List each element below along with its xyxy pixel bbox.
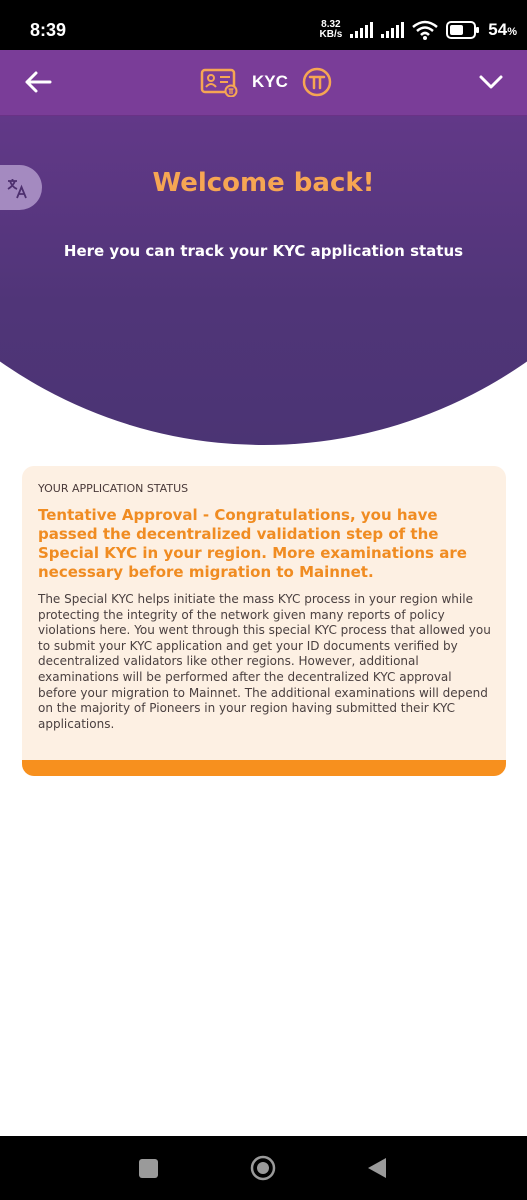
welcome-heading: Welcome back! (152, 168, 375, 198)
wifi-icon (412, 20, 438, 40)
signal-icon (350, 22, 373, 38)
status-time: 8:39 (30, 20, 67, 40)
status-label: YOUR APPLICATION STATUS (38, 482, 189, 495)
id-card-icon (200, 67, 238, 97)
arrow-left-icon[interactable] (22, 66, 54, 98)
square-icon[interactable] (139, 1159, 158, 1178)
battery-percentage: 54% (488, 20, 517, 39)
network-speed (320, 20, 343, 40)
hero-subtitle: Here you can track your KYC application status (63, 242, 464, 260)
navigation-bar (0, 1136, 527, 1200)
header-center (200, 62, 332, 102)
status-title: Tentative Approval - Congratulations, you have passed the decentralized validation step of the Special KYC in your region. More examinations are necessary before migration to Mainnet. (38, 506, 467, 581)
status-card-bar (22, 760, 506, 776)
status-indicators (320, 18, 518, 42)
battery-icon (446, 21, 480, 39)
network-speed-unit: KB/s (319, 29, 343, 40)
circle-home-icon[interactable] (250, 1155, 276, 1181)
triangle-back-icon[interactable] (366, 1156, 388, 1180)
app-header (0, 50, 527, 116)
signal-icon (381, 22, 404, 38)
header-title: KYC (252, 72, 288, 91)
status-description: The Special KYC helps initiate the mass KYC process in your region while protecting the integrity of the network given many reports of policy violations here. You went through this special KYC process that allowed you to submit your KYC application and get your ID documents verified by decentralized validators like other regions. However, additional examinations will be performed after the decentralized KYC approval before your migration to Mainnet. The additional examinations will depend on the majority of Pioneers in your region having submitted their KYC applications. (38, 592, 491, 731)
hero-background (0, 115, 527, 445)
network-speed-value: 8.32 (321, 19, 341, 30)
application-status-card (22, 466, 506, 776)
status-bar (0, 0, 527, 50)
pi-logo-icon (302, 67, 332, 97)
chevron-down-icon[interactable] (477, 68, 505, 96)
